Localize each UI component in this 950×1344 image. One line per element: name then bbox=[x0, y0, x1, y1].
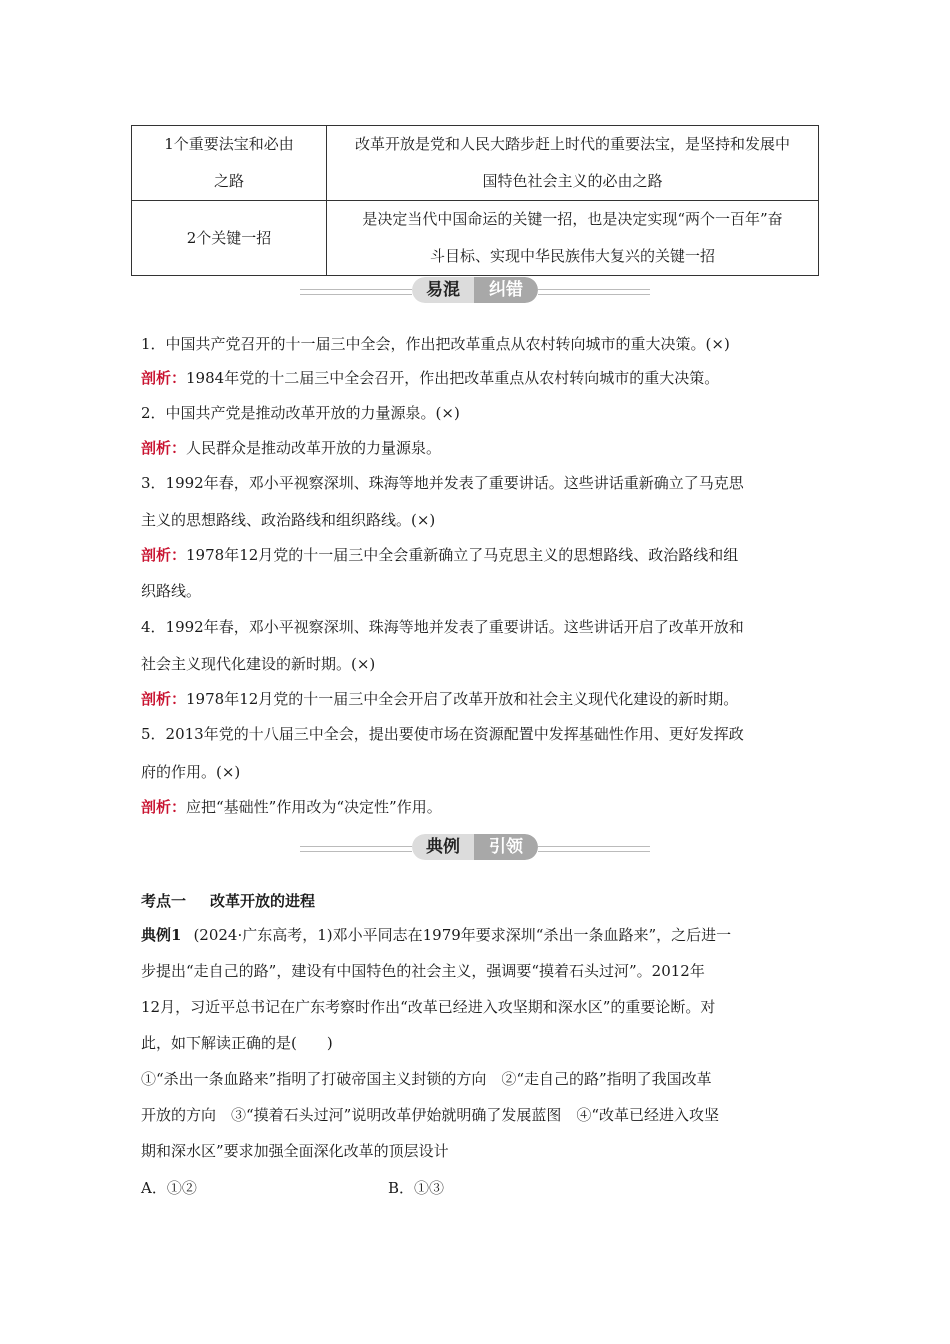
banner-divider bbox=[300, 289, 412, 295]
term-line: 2个关键一招 bbox=[186, 228, 272, 247]
analysis-line bbox=[141, 797, 813, 817]
banner-title-a: 易混 bbox=[412, 277, 474, 303]
analysis-cont: 织路线。 bbox=[141, 582, 202, 600]
table-cell-desc bbox=[327, 201, 819, 276]
analysis-text: 应把“基础性”作用改为“决定性”作用。 bbox=[186, 798, 442, 816]
topic-title: 改革开放的进程 bbox=[210, 892, 316, 910]
table-row bbox=[132, 126, 819, 201]
summary-table bbox=[131, 125, 819, 276]
desc-line: 改革开放是党和人民大踏步赶上时代的重要法宝，是坚持和发展中 bbox=[354, 135, 790, 153]
analysis-line bbox=[141, 368, 813, 388]
example-line: 步提出“走自己的路”，建设有中国特色的社会主义，强调要“摸着石头过河”。2012年 bbox=[141, 962, 705, 980]
banner-pill bbox=[412, 834, 538, 860]
example-line: 期和深水区”要求加强全面深化改革的顶层设计 bbox=[141, 1142, 449, 1160]
table-row bbox=[132, 201, 819, 276]
banner-title-b: 纠错 bbox=[474, 277, 538, 303]
topic-heading bbox=[141, 891, 813, 911]
desc-line: 斗目标、实现中华民族伟大复兴的关键一招 bbox=[429, 247, 715, 265]
example-line: ①“杀出一条血路来”指明了打破帝国主义封锁的方向 ②“走自己的路”指明了我国改革 bbox=[141, 1070, 712, 1088]
analysis-text: 人民群众是推动改革开放的力量源泉。 bbox=[186, 439, 442, 457]
analysis-line bbox=[141, 438, 813, 458]
example-text: (2024·广东高考，1)邓小平同志在1979年要求深圳“杀出一条血路来”，之后进一 bbox=[193, 926, 732, 944]
desc-line: 国特色社会主义的必由之路 bbox=[482, 172, 663, 190]
example-line: 开放的方向 ③“摸着石头过河”说明改革伊始就明确了发展蓝图 ④“改革已经进入攻坚 bbox=[141, 1106, 720, 1124]
error-item: 3．1992年春，邓小平视察深圳、珠海等地并发表了重要讲话。这些讲话重新确立了马克思 bbox=[141, 474, 744, 492]
error-item: 2．中国共产党是推动改革开放的力量源泉。(×) bbox=[141, 404, 460, 422]
section-banner-errors bbox=[300, 276, 650, 306]
error-item: 5．2013年党的十八届三中全会，提出要使市场在资源配置中发挥基础性作用、更好发挥政 bbox=[141, 725, 744, 743]
error-item-cont: 府的作用。(×) bbox=[141, 763, 241, 781]
desc-line: 是决定当代中国命运的关键一招，也是决定实现“两个一百年”奋 bbox=[362, 210, 783, 228]
table-cell-term bbox=[132, 201, 327, 276]
analysis-label: 剖析： bbox=[141, 439, 187, 457]
table-cell-term bbox=[132, 126, 327, 201]
analysis-text: 1984年党的十二届三中全会召开，作出把改革重点从农村转向城市的重大决策。 bbox=[186, 369, 720, 387]
banner-pill bbox=[412, 277, 538, 303]
analysis-label: 剖析： bbox=[141, 690, 187, 708]
analysis-label: 剖析： bbox=[141, 798, 187, 816]
example-line: 此，如下解读正确的是( ) bbox=[141, 1034, 333, 1052]
analysis-line bbox=[141, 689, 813, 709]
term-line: 之路 bbox=[213, 172, 244, 190]
table-cell-desc bbox=[327, 126, 819, 201]
banner-divider bbox=[538, 846, 650, 852]
section-banner-examples bbox=[300, 833, 650, 863]
option-a: A．①② bbox=[141, 1179, 197, 1197]
error-item-cont: 社会主义现代化建设的新时期。(×) bbox=[141, 655, 376, 673]
banner-divider bbox=[300, 846, 412, 852]
error-item-cont: 主义的思想路线、政治路线和组织路线。(×) bbox=[141, 511, 436, 529]
banner-title-a: 典例 bbox=[412, 834, 474, 860]
error-item: 1．中国共产党召开的十一届三中全会，作出把改革重点从农村转向城市的重大决策。(×) bbox=[141, 335, 730, 353]
analysis-text: 1978年12月党的十一届三中全会重新确立了马克思主义的思想路线、政治路线和组 bbox=[186, 546, 739, 564]
banner-title-b: 引领 bbox=[474, 834, 538, 860]
banner-divider bbox=[538, 289, 650, 295]
analysis-label: 剖析： bbox=[141, 546, 187, 564]
analysis-text: 1978年12月党的十一届三中全会开启了改革开放和社会主义现代化建设的新时期。 bbox=[186, 690, 739, 708]
example-line bbox=[141, 925, 813, 945]
term-line: 1个重要法宝和必由 bbox=[164, 135, 294, 153]
example-label: 典例1 bbox=[141, 926, 182, 944]
topic-label: 考点一 bbox=[141, 892, 187, 910]
error-item: 4．1992年春，邓小平视察深圳、珠海等地并发表了重要讲话。这些讲话开启了改革开放和 bbox=[141, 618, 744, 636]
option-b: B．①③ bbox=[388, 1179, 445, 1197]
analysis-line bbox=[141, 545, 813, 565]
example-line: 12月，习近平总书记在广东考察时作出“改革已经进入攻坚期和深水区”的重要论断。对 bbox=[141, 998, 716, 1016]
analysis-label: 剖析： bbox=[141, 369, 187, 387]
